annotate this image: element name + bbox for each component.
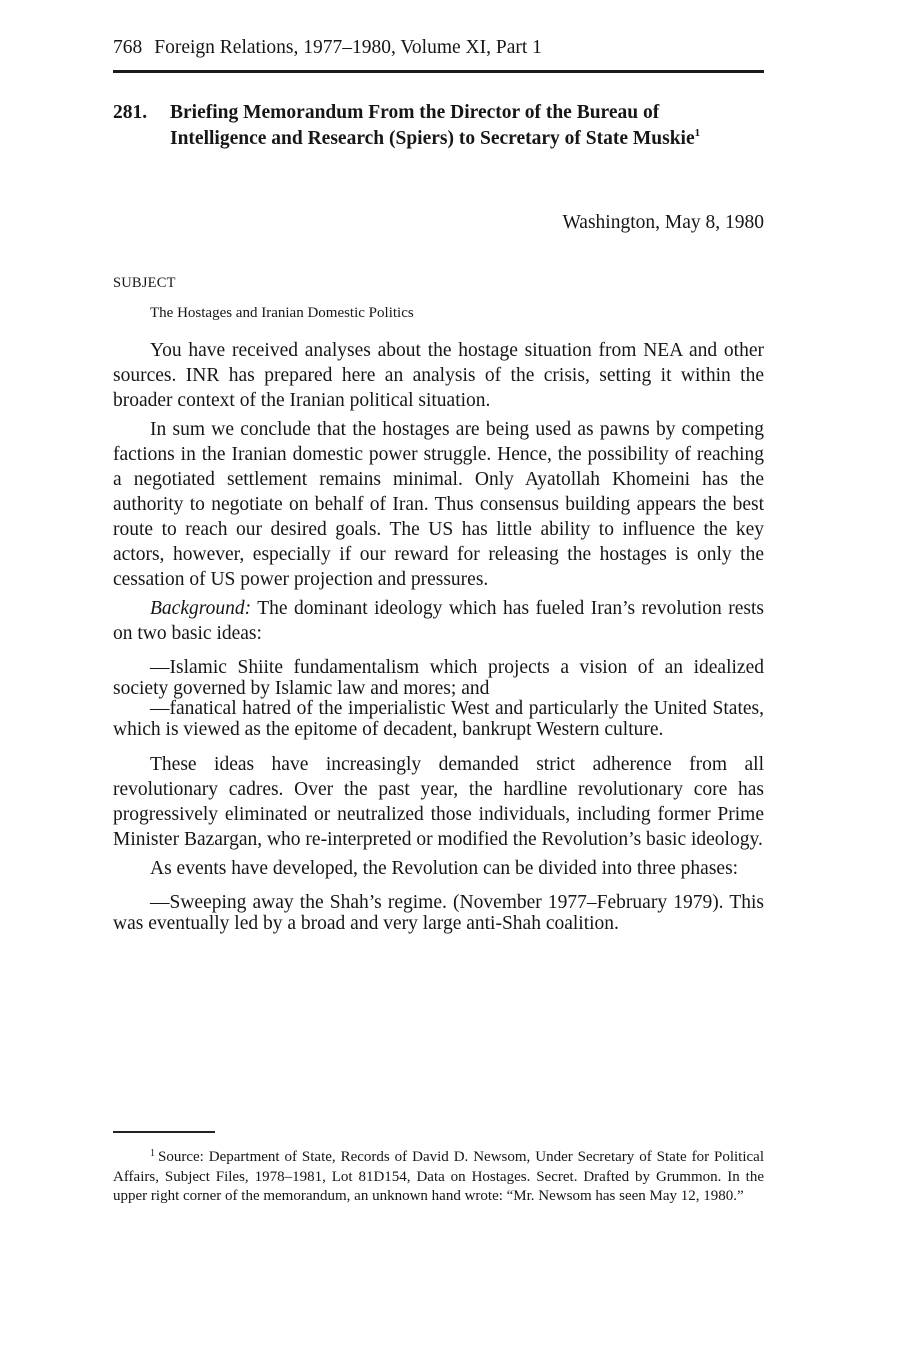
footnote-rule xyxy=(113,1131,215,1133)
background-lead: Background: xyxy=(150,598,252,619)
subject-label: SUBJECT xyxy=(113,275,176,291)
running-header xyxy=(113,37,764,59)
footnote-reference[interactable]: 1 xyxy=(694,127,701,139)
paragraph-3-text: The dominant ideology which has fueled Iran’s revolution rests on two basic ideas: xyxy=(113,598,764,644)
document-number: 281. xyxy=(113,102,148,123)
paragraph-2: In sum we conclude that the hostages are being used as pawns by competing factions in the Iranian domestic power struggle. Hence, the possibility of reaching a negotiated settlement remains minimal. Only Ayatollah Khomeini has the authority to negotiate on behalf of Iran. Thus consensus building appears the best route to reach our desired goals. The US has little ability to influence the key actors, however, especially if our reward for releasing the hostages is only the cessation of US power projection and pressures. xyxy=(113,419,764,590)
ideas-list xyxy=(113,658,764,740)
memo-body xyxy=(113,338,764,946)
footnote xyxy=(113,1148,764,1207)
paragraph-4: These ideas have increasingly demanded strict adherence from all revolutionary cadres. Over the past year, the hardline revolutionary core has progressively eliminated or neutralized those individuals, including former Prime Minister Bazargan, who re-interpreted or modified the Revolution’s basic ideology. xyxy=(113,754,764,850)
dateline: Washington, May 8, 1980 xyxy=(562,212,764,233)
paragraph-5: As events have developed, the Revolution can be divided into three phases: xyxy=(150,858,739,879)
page-number: 768 xyxy=(113,37,143,58)
paragraph-1: You have received analyses about the hostage situation from NEA and other sources. INR has prepared here an analysis of the crisis, setting it within the broader context of the Iranian political situation. xyxy=(113,340,764,411)
list-item: —Sweeping away the Shah’s regime. (November 1977–February 1979). This was eventually led by a broad and very large anti-Shah coalition. xyxy=(113,892,764,934)
footnote-text: Source: Department of State, Records of David D. Newsom, Under Secretary of State for Political Affairs, Subject Files, 1978–1981, Lot 81D154, Data on Hostages. Secret. Drafted by Grummon. In the upper right corner of the memorandum, an unknown hand wrote: “Mr. Newsom has seen May 12, 1980.” xyxy=(113,1149,764,1204)
paragraph-3 xyxy=(113,596,764,646)
list-item: —fanatical hatred of the imperialistic West and particularly the United States, which is viewed as the epitome of decadent, bankrupt Western culture. xyxy=(113,698,764,740)
subject-text: The Hostages and Iranian Domestic Politics xyxy=(150,305,414,321)
document-title: Briefing Memorandum From the Director of the Bureau of Intelligence and Research (Spiers) to Secretary of State Muskie xyxy=(170,102,695,149)
document-heading xyxy=(113,100,764,152)
document-page xyxy=(113,0,764,1351)
footnote-number: 1 xyxy=(150,1148,155,1159)
list-item: —Islamic Shiite fundamentalism which projects a vision of an idealized society governed by Islamic law and mores; and xyxy=(113,657,764,699)
header-rule xyxy=(113,70,764,73)
phases-list xyxy=(113,893,764,934)
running-title: Foreign Relations, 1977–1980, Volume XI, Part 1 xyxy=(154,37,542,58)
